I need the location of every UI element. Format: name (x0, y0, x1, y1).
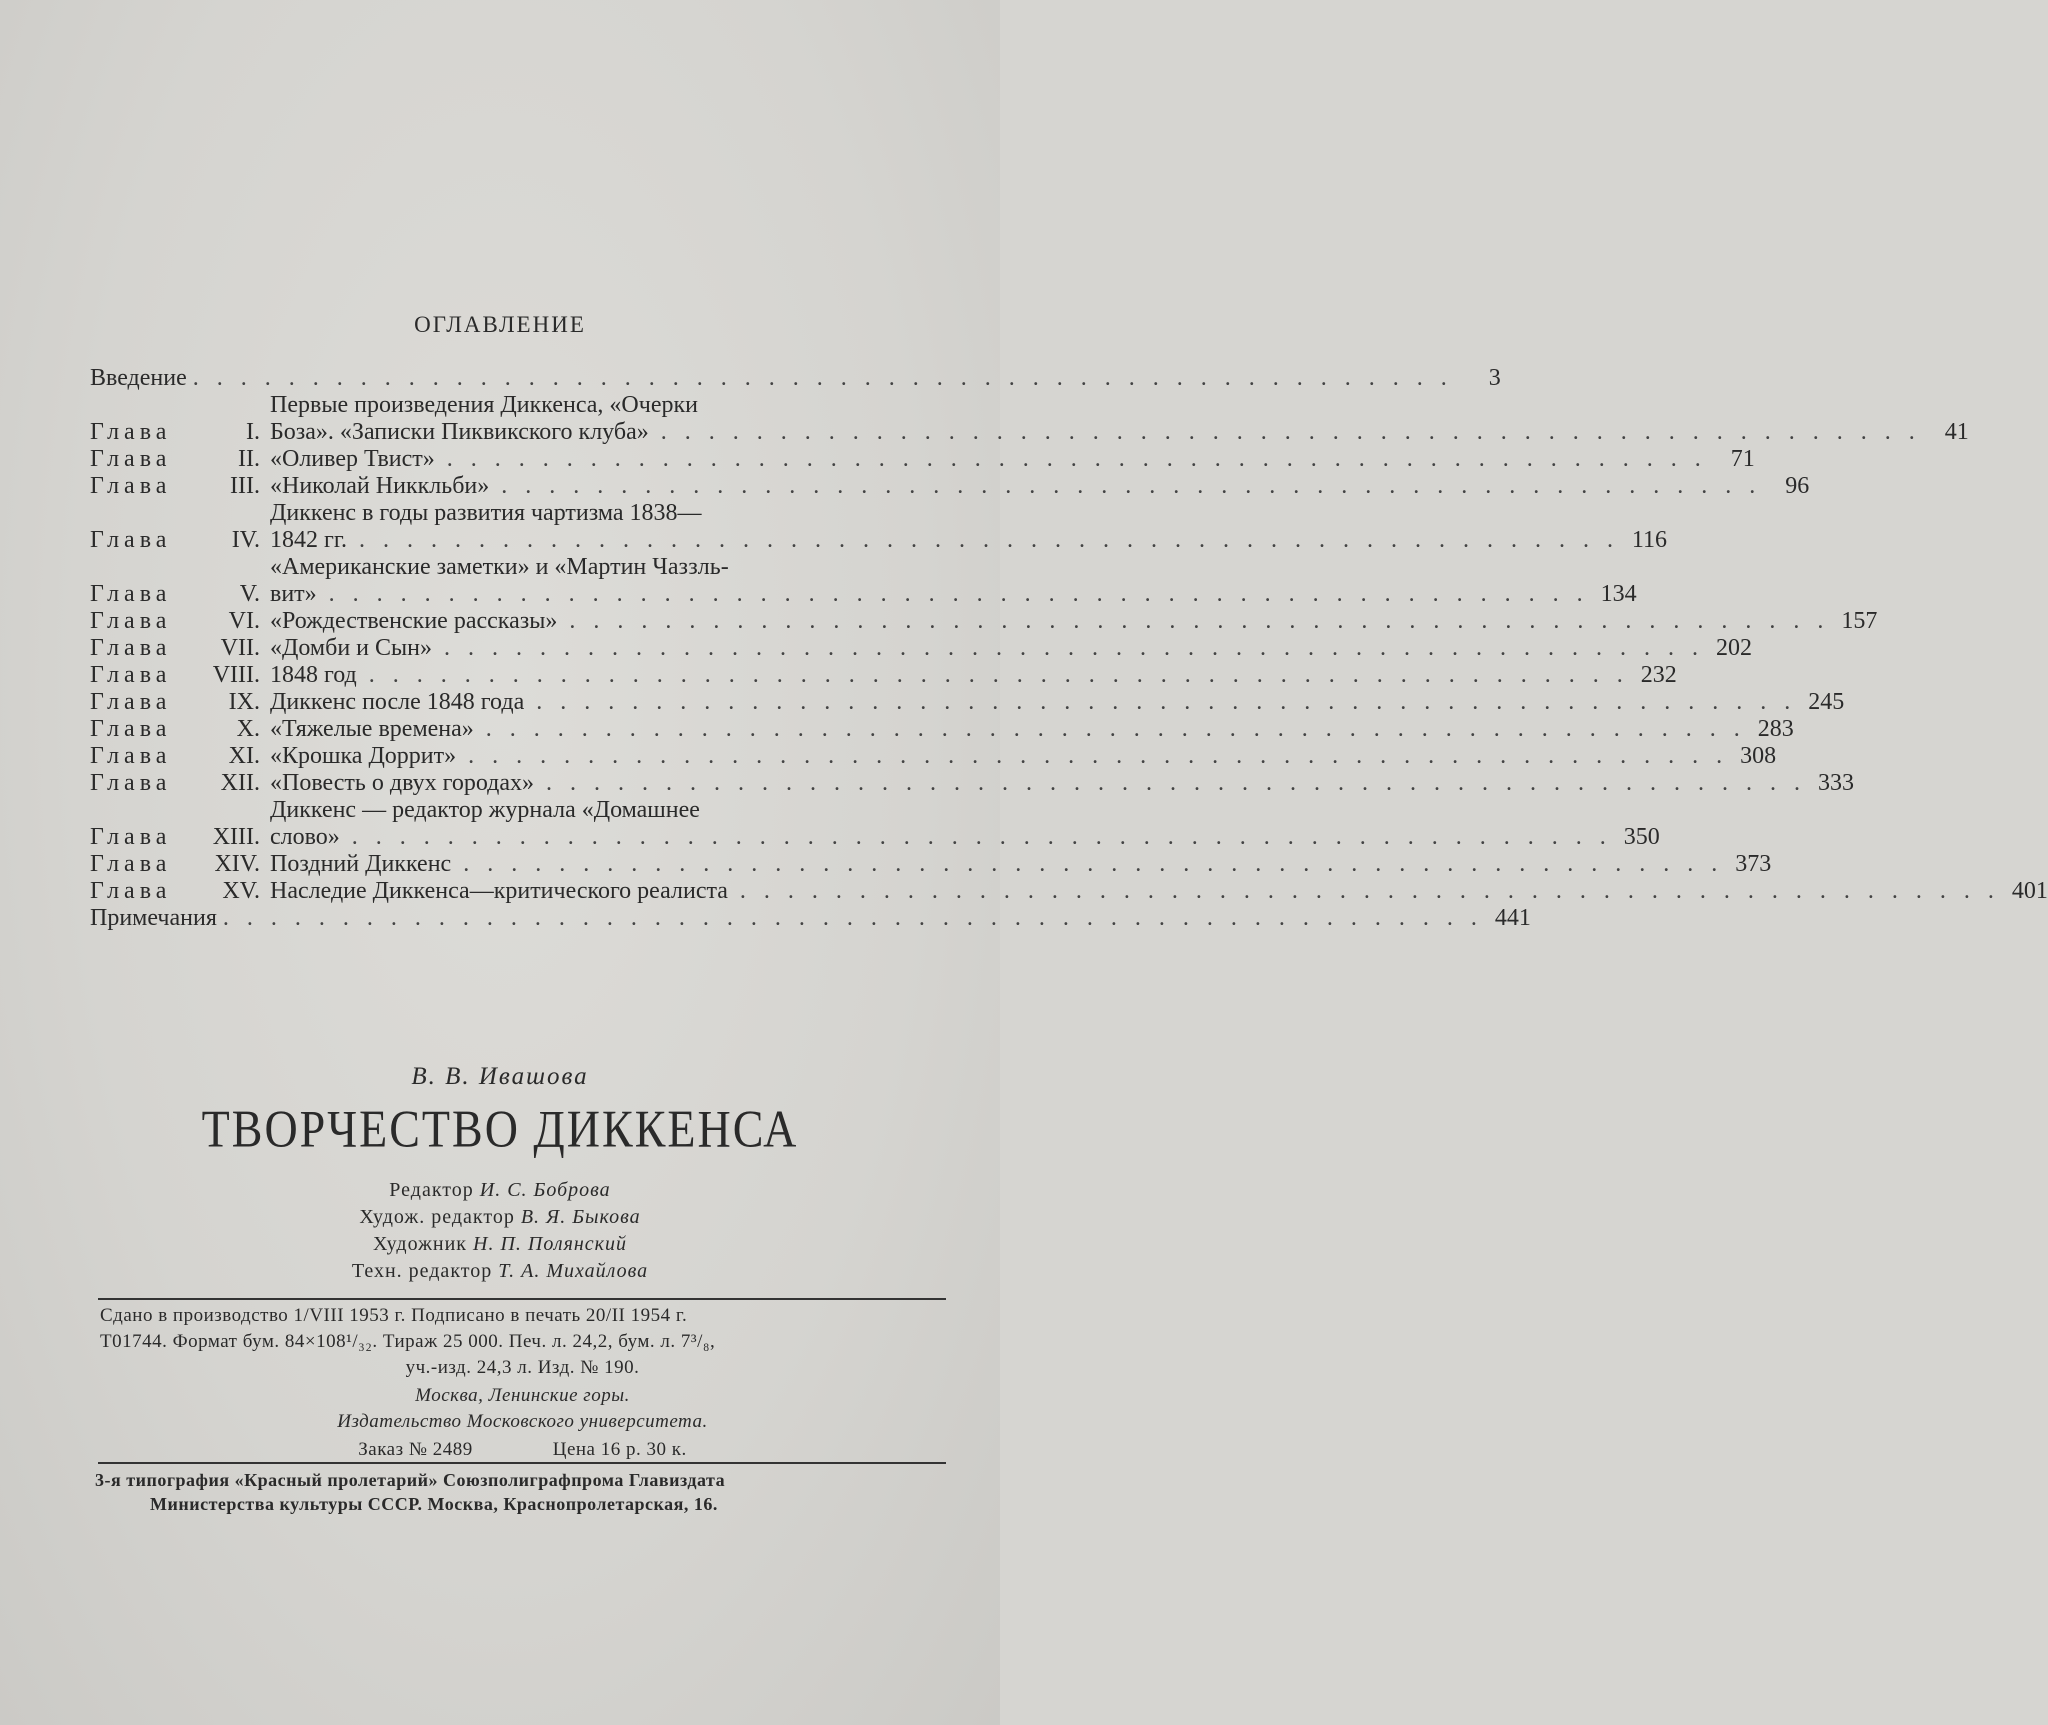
toc-title (187, 365, 1453, 392)
credit-role: Художник (372, 1233, 468, 1255)
toc-title (260, 500, 1619, 554)
credits-block (0, 1177, 1000, 1285)
toc-label (90, 419, 260, 446)
toc-title (260, 554, 1589, 608)
toc-label (90, 851, 260, 878)
toc-label (90, 581, 260, 608)
toc-title (260, 770, 1806, 797)
toc-label-word: Введение (90, 365, 187, 391)
toc-page-number: 71 (1730, 446, 1755, 472)
toc-title-text: «Николай Никкльби» (270, 473, 490, 499)
toc-label (90, 365, 187, 392)
credit-role: Редактор (389, 1179, 474, 1201)
toc-label (90, 824, 260, 851)
toc-label (90, 770, 260, 797)
toc-page-number: 116 (1631, 527, 1667, 553)
toc-page-number: 41 (1944, 419, 1969, 445)
toc-page-number: 96 (1785, 473, 1810, 499)
toc-leader-dots: . . . . . . . . . . . . . . . . . . . . . . . . . . . . . . . . . . . . . . . . . . . . . . . . . . . . . (727, 878, 2000, 904)
toc-entry (90, 635, 1752, 662)
toc-title-text: Боза». «Записки Пиквикского клуба» (270, 419, 649, 445)
toc-title (260, 608, 1829, 635)
toc-chapter-number: XII. (220, 770, 260, 796)
toc-title (260, 662, 1629, 689)
toc-label-word: Примечания (90, 905, 217, 931)
credit-line (0, 1231, 1000, 1258)
production-info (100, 1303, 945, 1463)
toc-entry (90, 554, 1637, 608)
credit-line (0, 1204, 1000, 1231)
toc-page-number: 245 (1808, 689, 1845, 715)
toc-label-word: Глава (90, 743, 172, 769)
production-line: Т01744. Формат бум. 84×108¹/₃₂. Тираж 25 000. Печ. л. 24,2, бум. л. 7³/₈, (100, 1331, 716, 1352)
toc-title (260, 392, 1921, 446)
toc-entry (90, 743, 1777, 770)
toc-title (260, 743, 1728, 770)
toc-title (260, 635, 1704, 662)
toc-title-text: «Домби и Сын» (270, 635, 432, 661)
toc-title (260, 446, 1707, 473)
toc-label-word: Глава (90, 527, 172, 553)
toc-label (90, 473, 260, 500)
production-line: Сдано в производство 1/VIII 1953 г. Подписано в печать 20/II 1954 г. (100, 1305, 688, 1326)
toc-title (260, 851, 1723, 878)
toc-entry (90, 662, 1677, 689)
toc-label-word: Глава (90, 716, 172, 742)
toc-title-text: 1842 гг. (270, 527, 347, 553)
toc-leader-dots: . . . . . . . . . . . . . . . . . . . . . . . . . . . . . . . . . . . . . . . . . . . . . . . . . . . . . (356, 662, 1629, 688)
toc-label-word: Глава (90, 878, 172, 904)
table-of-contents (90, 365, 2048, 932)
toc-title-text: Диккенс — редактор журнала «Домашнее (270, 797, 700, 823)
toc-title (260, 878, 2000, 905)
toc-label-word: Глава (90, 689, 172, 715)
toc-page-number: 333 (1818, 770, 1854, 796)
divider (98, 1298, 946, 1300)
toc-entry (90, 689, 1845, 716)
toc-leader-dots: . . . . . . . . . . . . . . . . . . . . . . . . . . . . . . . . . . . . . . . . . . . . . . . . . . . . . (557, 608, 1830, 634)
publisher-line: Издательство Московского университета. (337, 1411, 708, 1432)
credit-name: Н. П. Полянский (473, 1233, 628, 1255)
toc-entry (90, 392, 1969, 446)
toc-label (90, 716, 260, 743)
toc-label-word: Глава (90, 662, 172, 688)
toc-title-text: Первые произведения Диккенса, «Очерки (270, 392, 698, 418)
toc-chapter-number: VII. (220, 635, 260, 661)
printer-line: Министерства культуры СССР. Москва, Краснопролетарская, 16. (150, 1494, 718, 1514)
toc-label (90, 446, 260, 473)
toc-chapter-number: XIV. (214, 851, 260, 877)
credit-role: Техн. редактор (351, 1260, 493, 1282)
toc-leader-dots: . . . . . . . . . . . . . . . . . . . . . . . . . . . . . . . . . . . . . . . . . . . . . . . . . . . . . (431, 635, 1704, 661)
toc-page-number: 373 (1735, 851, 1772, 877)
toc-leader-dots: . . . . . . . . . . . . . . . . . . . . . . . . . . . . . . . . . . . . . . . . . . . . . . . . . . . . . (451, 851, 1724, 877)
toc-label-word: Глава (90, 581, 172, 607)
toc-leader-dots: . . . . . . . . . . . . . . . . . . . . . . . . . . . . . . . . . . . . . . . . . . . . . . . . . . . . . (434, 446, 1707, 472)
toc-label-word: Глава (90, 635, 172, 661)
toc-title-text: «Тяжелые времена» (270, 716, 474, 742)
toc-page-number: 157 (1841, 608, 1878, 634)
toc-entry (90, 878, 2048, 905)
toc-label (90, 608, 260, 635)
toc-chapter-number: IV. (231, 527, 260, 553)
toc-title (260, 689, 1796, 716)
toc-leader-dots: . . . . . . . . . . . . . . . . . . . . . . . . . . . . . . . . . . . . . . . . . . . . . . . . . . . . . (534, 770, 1806, 796)
toc-heading: ОГЛАВЛЕНИЕ (414, 312, 586, 337)
toc-entry (90, 905, 1531, 932)
toc-label (90, 878, 260, 905)
toc-title (217, 905, 1483, 932)
price: Цена 16 р. 30 к. (552, 1439, 687, 1460)
toc-label-word: Глава (90, 419, 172, 445)
toc-entry (90, 851, 1772, 878)
toc-title-text: Диккенс после 1848 года (270, 689, 525, 715)
printer-info (95, 1468, 950, 1516)
toc-title (260, 473, 1761, 500)
toc-title-text: «Оливер Твист» (270, 446, 435, 472)
toc-page-number: 283 (1757, 716, 1794, 742)
toc-label (90, 662, 260, 689)
production-line: уч.-изд. 24,3 л. Изд. № 190. (405, 1357, 640, 1378)
toc-label-word: Глава (90, 473, 172, 499)
toc-chapter-number: IX. (228, 689, 260, 715)
toc-title-text: 1848 год (270, 662, 357, 688)
toc-page-number: 3 (1488, 365, 1501, 391)
toc-entry (90, 473, 1810, 500)
toc-chapter-number: I. (246, 419, 260, 445)
toc-title-text: Поздний Диккенс (270, 851, 452, 877)
toc-leader-dots: . . . . . . . . . . . . . . . . . . . . . . . . . . . . . . . . . . . . . . . . . . . . . . . . . . . . . (489, 473, 1762, 499)
toc-chapter-number: XV. (222, 878, 260, 904)
toc-entry (90, 608, 1878, 635)
toc-entry (90, 446, 1755, 473)
toc-label (90, 689, 260, 716)
toc-title-text: «Рождественские рассказы» (270, 608, 558, 634)
toc-leader-dots: . . . . . . . . . . . . . . . . . . . . . . . . . . . . . . . . . . . . . . . . . . . . . . . . . . . . . (339, 824, 1612, 850)
toc-title-text: Диккенс в годы развития чартизма 1838— (270, 500, 702, 526)
toc-entry (90, 797, 1660, 851)
toc-leader-dots: . . . . . . . . . . . . . . . . . . . . . . . . . . . . . . . . . . . . . . . . . . . . . . . . . . . . . (346, 527, 1619, 553)
toc-label-word: Глава (90, 851, 172, 877)
toc-leader-dots: . . . . . . . . . . . . . . . . . . . . . . . . . . . . . . . . . . . . . . . . . . . . . . . . . . . . . (473, 716, 1746, 742)
toc-page-number: 350 (1623, 824, 1660, 850)
toc-label-word: Глава (90, 770, 172, 796)
credit-name: И. С. Боброва (479, 1179, 611, 1201)
author-name: В. В. Ивашова (411, 1063, 589, 1090)
toc-title (260, 716, 1746, 743)
toc-title (260, 797, 1612, 851)
toc-label-word: Глава (90, 608, 172, 634)
toc-title-text: «Американские заметки» и «Мартин Чаззль- (270, 554, 729, 580)
toc-label (90, 743, 260, 770)
toc-leader-dots: . . . . . . . . . . . . . . . . . . . . . . . . . . . . . . . . . . . . . . . . . . . . . . . . . . . . . (222, 905, 1483, 931)
toc-entry (90, 770, 1854, 797)
credit-name: В. Я. Быкова (520, 1206, 641, 1228)
toc-title-text: вит» (270, 581, 317, 607)
credit-name: Т. А. Михайлова (498, 1260, 649, 1282)
toc-page-number: 202 (1715, 635, 1752, 661)
toc-chapter-number: XIII. (212, 824, 260, 850)
toc-leader-dots: . . . . . . . . . . . . . . . . . . . . . . . . . . . . . . . . . . . . . . . . . . . . . . . . . . . . . (192, 365, 1453, 391)
toc-chapter-number: V. (239, 581, 260, 607)
toc-chapter-number: X. (236, 716, 260, 742)
toc-title-text: Наследие Диккенса—критического реалиста (270, 878, 728, 904)
book-title: ТВОРЧЕСТВО ДИККЕНСА (201, 1099, 799, 1158)
toc-label (90, 635, 260, 662)
toc-label (90, 527, 260, 554)
toc-page-number: 401 (2011, 878, 2048, 904)
credit-line (0, 1258, 1000, 1285)
toc-chapter-number: VI. (228, 608, 260, 634)
toc-page-number: 134 (1600, 581, 1637, 607)
city-line: Москва, Ленинские горы. (415, 1385, 630, 1406)
toc-page-number: 308 (1740, 743, 1777, 769)
toc-label-word: Глава (90, 446, 172, 472)
toc-chapter-number: XI. (228, 743, 260, 769)
toc-chapter-number: II. (238, 446, 260, 472)
toc-chapter-number: III. (230, 473, 260, 499)
divider (98, 1462, 946, 1464)
toc-entry (90, 365, 1501, 392)
toc-chapter-number: VIII. (212, 662, 260, 688)
credit-role: Худож. редактор (359, 1206, 515, 1228)
toc-leader-dots: . . . . . . . . . . . . . . . . . . . . . . . . . . . . . . . . . . . . . . . . . . . . . . . . . . . . . (456, 743, 1729, 769)
toc-leader-dots: . . . . . . . . . . . . . . . . . . . . . . . . . . . . . . . . . . . . . . . . . . . . . . . . . . . . . (648, 419, 1921, 445)
printer-line: 3-я типография «Красный пролетарий» Союзполиграфпрома Главиздата (95, 1470, 726, 1490)
toc-title-text: «Повесть о двух городах» (270, 770, 534, 796)
toc-page-number: 441 (1494, 905, 1531, 931)
toc-title-text: слово» (270, 824, 340, 850)
toc-label (90, 905, 217, 932)
toc-page-number: 232 (1640, 662, 1677, 688)
order-number: Заказ № 2489 (358, 1439, 473, 1460)
toc-title-text: «Крошка Доррит» (270, 743, 457, 769)
toc-leader-dots: . . . . . . . . . . . . . . . . . . . . . . . . . . . . . . . . . . . . . . . . . . . . . . . . . . . . . (524, 689, 1797, 715)
toc-label-word: Глава (90, 824, 172, 850)
toc-entry (90, 716, 1794, 743)
toc-leader-dots: . . . . . . . . . . . . . . . . . . . . . . . . . . . . . . . . . . . . . . . . . . . . . . . . . . . . . (316, 581, 1589, 607)
credit-line (0, 1177, 1000, 1204)
toc-entry (90, 500, 1667, 554)
